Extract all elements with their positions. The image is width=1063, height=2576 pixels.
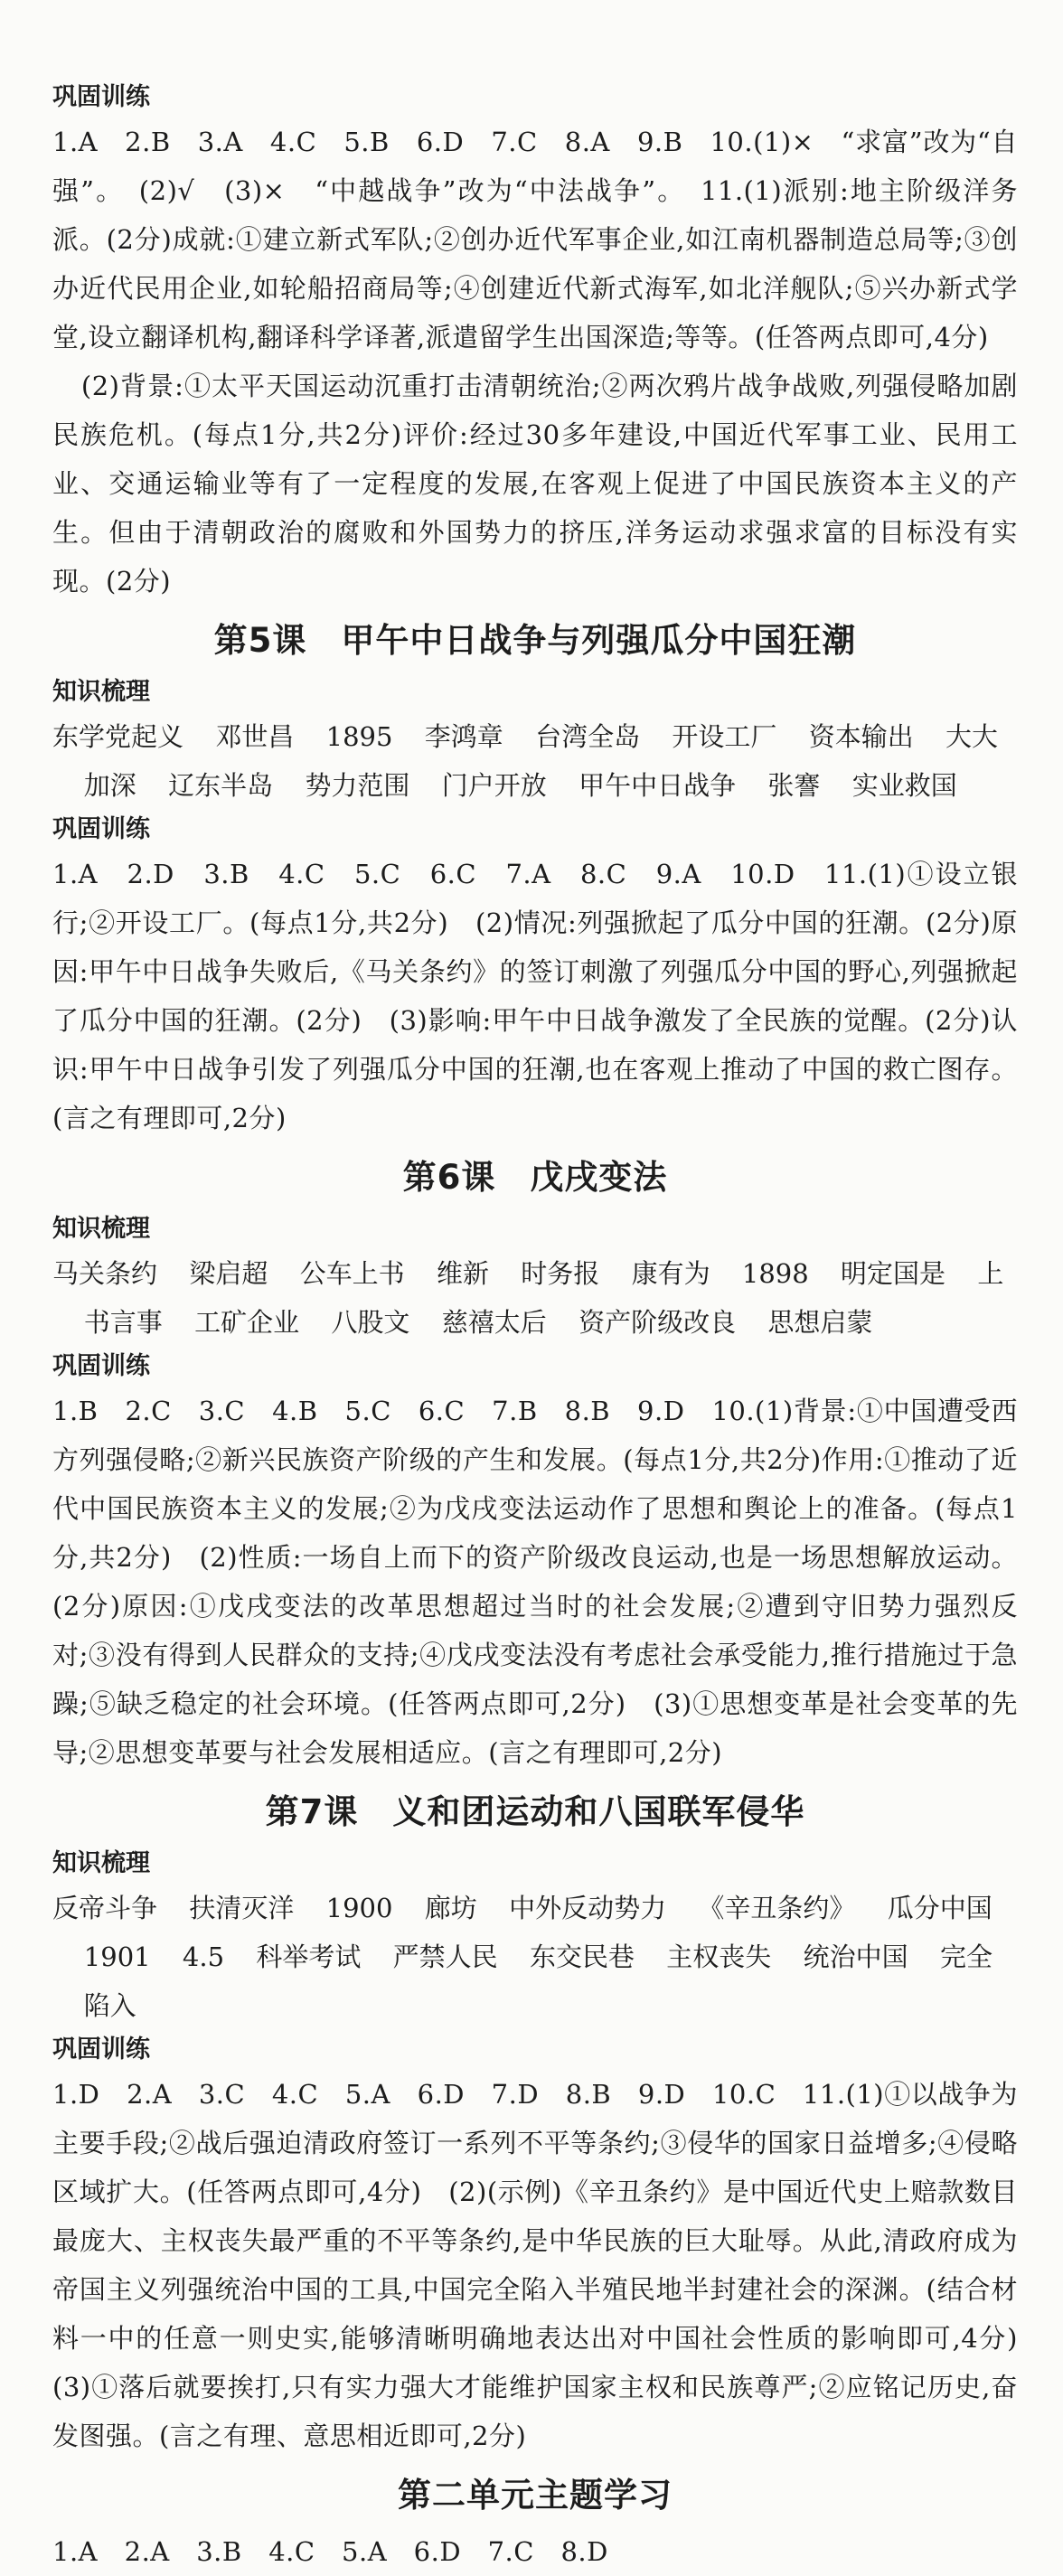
section-heading-knowledge: 知识梳理: [52, 678, 150, 706]
section-heading-practice: 巩固训练: [52, 1352, 150, 1380]
unit-answers: 1.A 2.A 3.B 4.C 5.A 6.D 7.C 8.D: [52, 2536, 608, 2567]
unit-2-theme: [52, 2466, 1018, 2576]
lesson-5: [52, 611, 1018, 1142]
lesson-title: 第5课 甲午中日战争与列强瓜分中国狂潮: [213, 621, 857, 660]
section-heading-practice: 巩固训练: [52, 2035, 150, 2064]
block-1: [52, 78, 1018, 606]
knowledge-keywords: 马关条约 梁启超 公车上书 维新 时务报 康有为 1898 明定国是 上书言事 工矿企业 八股文 慈禧太后 资产阶级改良 思想启蒙: [52, 1258, 1004, 1338]
section-heading-practice: 巩固训练: [52, 815, 150, 843]
lesson-title: 第6课 戊戌变法: [402, 1158, 668, 1197]
section-heading-knowledge: 知识梳理: [52, 1849, 150, 1877]
lesson-7: [52, 1782, 1045, 2460]
practice-answers-continued: (2)背景:①太平天国运动沉重打击清朝统治;②两次鸦片战争战败,列强侵略加剧民族危机。(每点1分,共2分)评价:经过30多年建设,中国近代军事工业、民用工业、交通运输业等有了一定程度的发展,在客观上促进了中国民族资本主义的产生。但由于清朝政治的腐败和外国势力的挤压,洋务运动求强求富的目标没有实现。(2分): [52, 371, 1018, 597]
unit-title: 第二单元主题学习: [398, 2476, 673, 2515]
knowledge-keywords: 东学党起义 邓世昌 1895 李鸿章 台湾全岛 开设工厂 资本输出 大大加深 辽东半岛 势力范围 门户开放 甲午中日战争 张謇 实业救国: [52, 721, 999, 801]
practice-answers: 1.B 2.C 3.C 4.B 5.C 6.C 7.B 8.B 9.D 10.(1)背景:①中国遭受西方列强侵略;②新兴民族资产阶级的产生和发展。(每点1分,共2分)作用:①推动了近代中国民族资本主义的发展;②为戊戌变法运动作了思想和舆论上的准备。(每点1分,共2分) (2)性质:一场自上而下的资产阶级改良运动,也是一场思想解放运动。(2分)原因:①戊戌变法的改革思想超过当时的社会发展;②遭到守旧势力强烈反对;③没有得到人民群众的支持;④戊戌变法没有考虑社会承受能力,推行措施过于急躁;⑤缺乏稳定的社会环境。(任答两点即可,2分) (3)①思想变革是社会变革的先导;②思想变革要与社会发展相适应。(言之有理即可,2分): [52, 1396, 1018, 1768]
knowledge-keywords: 反帝斗争 扶清灭洋 1900 廊坊 中外反动势力 《辛丑条约》 瓜分中国 1901 4.5 科举考试 严禁人民 东交民巷 主权丧失 统治中国 完全陷入: [52, 1893, 992, 2021]
lesson-6: [52, 1148, 1018, 1777]
practice-answers: 1.D 2.A 3.C 4.C 5.A 6.D 7.D 8.B 9.D 10.C 11.(1)①以战争为主要手段;②战后强迫清政府签订一系列不平等条约;③侵华的国家日益增多;④侵略区域扩大。(任答两点即可,4分) (2)(示例)《辛丑条约》是中国近代史上赔款数目最庞大、主权丧失最严重的不平等条约,是中华民族的巨大耻辱。从此,清政府成为帝国主义列强统治中国的工具,中国完全陷入半殖民地半封建社会的深渊。(结合材料一中的任意一则史实,能够清晰明确地表达出对中国社会性质的影响即可,4分) (3)①落后就要挨打,只有实力强大才能维护国家主权和民族尊严;②应铭记历史,奋发图强。(言之有理、意思相近即可,2分): [52, 2079, 1045, 2451]
practice-answers: 1.A 2.D 3.B 4.C 5.C 6.C 7.A 8.C 9.A 10.D 11.(1)①设立银行;②开设工厂。(每点1分,共2分) (2)情况:列强掀起了瓜分中国的狂潮。(2分)原因:甲午中日战争失败后,《马关条约》的签订刺激了列强瓜分中国的野心,列强掀起了瓜分中国的狂潮。(2分) (3)影响:甲午中日战争激发了全民族的觉醒。(2分)认识:甲午中日战争引发了列强瓜分中国的狂潮,也在客观上推动了中国的救亡图存。(言之有理即可,2分): [52, 859, 1018, 1133]
lesson-title: 第7课 义和团运动和八国联军侵华: [265, 1792, 805, 1831]
practice-answers: 1.A 2.B 3.A 4.C 5.B 6.D 7.C 8.A 9.B 10.(1)× “求富”改为“自强”。 (2)√ (3)× “中越战争”改为“中法战争”。 11.(1)派别:地主阶级洋务派。(2分)成就:①建立新式军队;②创办近代军事企业,如江南机器制造总局等;③创办近代民用企业,如轮船招商局等;④创建近代新式海军,如北洋舰队;⑤兴办新式学堂,设立翻译机构,翻译科学译著,派遣留学生出国深造;等等。(任答两点即可,4分): [52, 127, 1018, 353]
section-heading-practice: 巩固训练: [52, 83, 150, 111]
section-heading-knowledge: 知识梳理: [52, 1215, 150, 1243]
